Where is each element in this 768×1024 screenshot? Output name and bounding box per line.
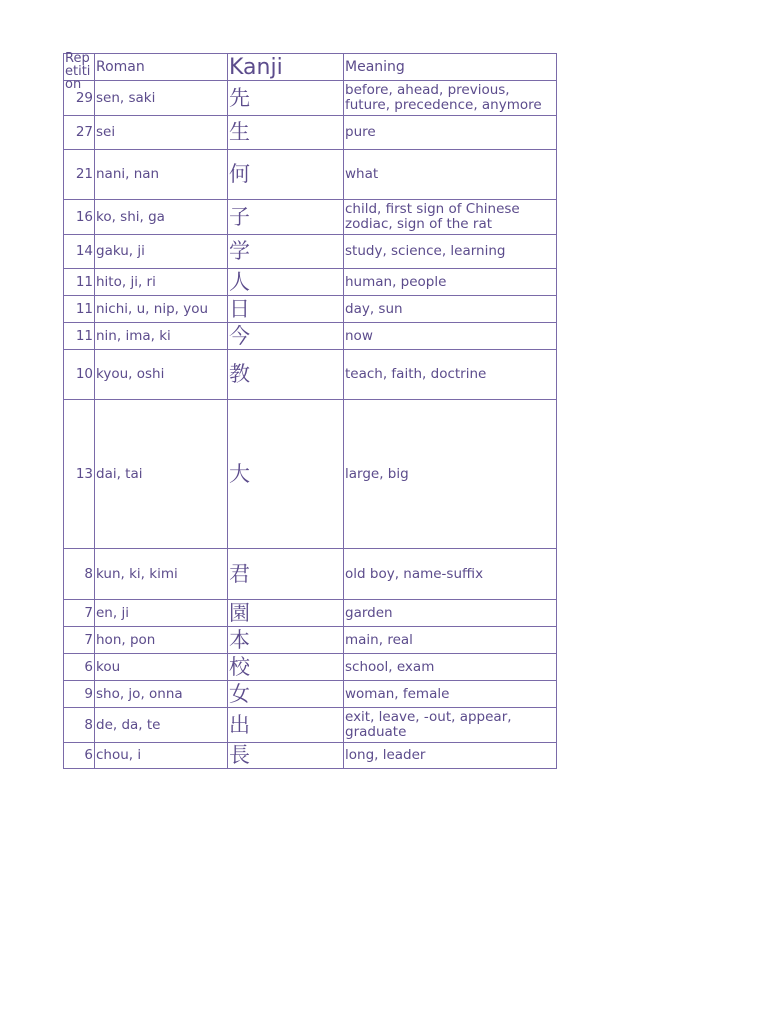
header-row (64, 54, 557, 81)
repetition-cell: 10 (64, 350, 95, 400)
roman-cell: gaku, ji (95, 235, 228, 269)
header-roman: Roman (95, 54, 228, 81)
repetition-cell: 8 (64, 708, 95, 743)
kanji-cell: 人 (228, 269, 344, 296)
meaning-cell: large, big (344, 400, 557, 549)
kanji-cell: 君 (228, 549, 344, 600)
repetition-cell: 16 (64, 200, 95, 235)
table-row (64, 681, 557, 708)
repetition-cell: 11 (64, 296, 95, 323)
header-kanji: Kanji (228, 54, 344, 81)
kanji-cell: 本 (228, 627, 344, 654)
kanji-cell: 子 (228, 200, 344, 235)
meaning-cell: long, leader (344, 743, 557, 769)
roman-cell: sen, saki (95, 81, 228, 116)
meaning-cell: school, exam (344, 654, 557, 681)
roman-cell: kou (95, 654, 228, 681)
header-repetition: Rep etiti on (64, 54, 95, 81)
roman-cell: nani, nan (95, 150, 228, 200)
repetition-cell: 7 (64, 627, 95, 654)
roman-cell: nichi, u, nip, you (95, 296, 228, 323)
repetition-cell: 29 (64, 81, 95, 116)
table-row (64, 654, 557, 681)
roman-cell: nin, ima, ki (95, 323, 228, 350)
repetition-cell: 7 (64, 600, 95, 627)
table-row (64, 296, 557, 323)
meaning-cell: before, ahead, previous, future, precedence, anymore (344, 81, 557, 116)
meaning-cell: now (344, 323, 557, 350)
roman-cell: hon, pon (95, 627, 228, 654)
kanji-cell: 今 (228, 323, 344, 350)
kanji-table (63, 50, 557, 769)
repetition-cell: 13 (64, 400, 95, 549)
repetition-cell: 14 (64, 235, 95, 269)
roman-cell: hito, ji, ri (95, 269, 228, 296)
kanji-cell: 校 (228, 654, 344, 681)
repetition-cell: 11 (64, 269, 95, 296)
kanji-cell: 何 (228, 150, 344, 200)
roman-cell: chou, i (95, 743, 228, 769)
meaning-cell: main, real (344, 627, 557, 654)
table-row (64, 81, 557, 116)
repetition-cell: 11 (64, 323, 95, 350)
meaning-cell: child, first sign of Chinese zodiac, sign of the rat (344, 200, 557, 235)
table-row (64, 150, 557, 200)
table-row (64, 627, 557, 654)
table-row (64, 549, 557, 600)
kanji-cell: 先 (228, 81, 344, 116)
table-row (64, 400, 557, 549)
table-row (64, 116, 557, 150)
kanji-cell: 生 (228, 116, 344, 150)
kanji-cell: 長 (228, 743, 344, 769)
meaning-cell: exit, leave, -out, appear, graduate (344, 708, 557, 743)
table-row (64, 323, 557, 350)
roman-cell: dai, tai (95, 400, 228, 549)
table-row (64, 200, 557, 235)
kanji-cell: 園 (228, 600, 344, 627)
meaning-cell: study, science, learning (344, 235, 557, 269)
kanji-table-body (64, 50, 557, 769)
table-row (64, 235, 557, 269)
meaning-cell: pure (344, 116, 557, 150)
roman-cell: de, da, te (95, 708, 228, 743)
kanji-cell: 出 (228, 708, 344, 743)
meaning-cell: teach, faith, doctrine (344, 350, 557, 400)
meaning-cell: human, people (344, 269, 557, 296)
repetition-cell: 9 (64, 681, 95, 708)
meaning-cell: what (344, 150, 557, 200)
table-row (64, 708, 557, 743)
table-row (64, 743, 557, 769)
table-row (64, 269, 557, 296)
roman-cell: en, ji (95, 600, 228, 627)
repetition-cell: 6 (64, 654, 95, 681)
kanji-cell: 学 (228, 235, 344, 269)
kanji-frequency-sheet (63, 50, 557, 769)
kanji-cell: 女 (228, 681, 344, 708)
roman-cell: kyou, oshi (95, 350, 228, 400)
roman-cell: ko, shi, ga (95, 200, 228, 235)
table-row (64, 600, 557, 627)
repetition-cell: 6 (64, 743, 95, 769)
meaning-cell: day, sun (344, 296, 557, 323)
roman-cell: sei (95, 116, 228, 150)
kanji-cell: 日 (228, 296, 344, 323)
meaning-cell: old boy, name-suffix (344, 549, 557, 600)
repetition-cell: 21 (64, 150, 95, 200)
kanji-cell: 大 (228, 400, 344, 549)
table-row (64, 350, 557, 400)
roman-cell: sho, jo, onna (95, 681, 228, 708)
meaning-cell: garden (344, 600, 557, 627)
roman-cell: kun, ki, kimi (95, 549, 228, 600)
kanji-cell: 教 (228, 350, 344, 400)
header-meaning: Meaning (344, 54, 557, 81)
repetition-cell: 8 (64, 549, 95, 600)
repetition-cell: 27 (64, 116, 95, 150)
meaning-cell: woman, female (344, 681, 557, 708)
